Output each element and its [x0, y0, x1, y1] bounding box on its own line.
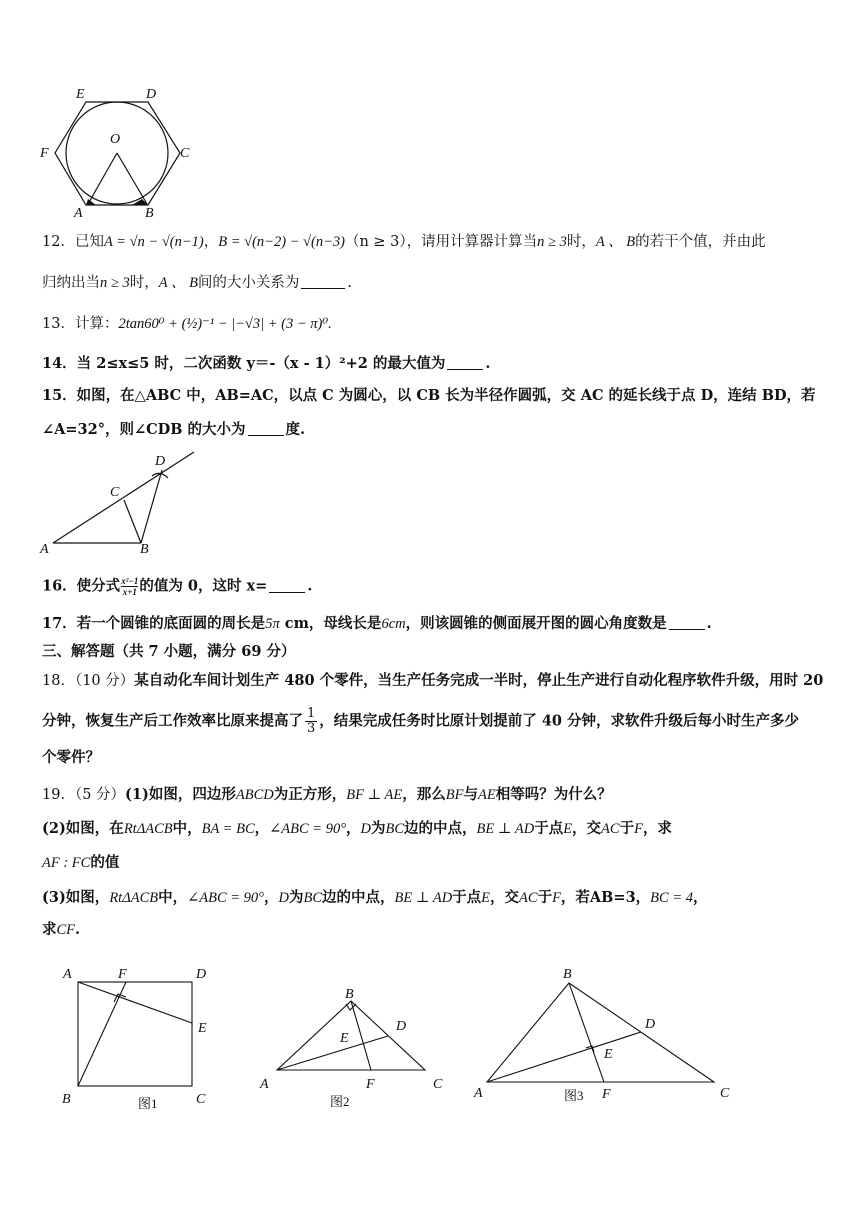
- question-13: 13．计算：2tan60⁰ + (½)⁻¹ − |−√3| + (3 − π)⁰.: [42, 316, 332, 332]
- label-D: D: [155, 454, 166, 469]
- fig1-label-D: D: [196, 967, 207, 982]
- section-heading: 三、解答题（共 7 小题，满分 69 分）: [42, 643, 296, 660]
- question-19-part3-cont: 求CF.: [42, 921, 81, 938]
- question-19-part1: 19．（5 分）(1)如图，四边形ABCD为正方形，BF ⊥ AE，那么BF与AE相等吗？为什么？: [42, 786, 612, 803]
- fig1-label-F: F: [118, 967, 127, 982]
- label-D: D: [146, 87, 157, 102]
- label-O: O: [110, 132, 121, 147]
- fig2-label-D: D: [396, 1019, 407, 1034]
- fig1-label-E: E: [198, 1021, 207, 1036]
- question-16: 16．使分式 $\frac{\text{x²−1}}{x+1}$ 的值为 0，这时 x= .: [42, 576, 313, 597]
- figure-2-triangle: [277, 1001, 425, 1070]
- question-17: 17．若一个圆锥的底面圆的周长是5π cm，母线长是6cm，则该圆锥的侧面展开图的圆心角度数是 .: [42, 615, 712, 632]
- label-A: A: [40, 542, 49, 557]
- label-B: B: [145, 206, 154, 221]
- fig2-label-B: B: [345, 987, 354, 1002]
- figure-1-square: [78, 982, 192, 1086]
- fig1-label-B: B: [62, 1092, 71, 1107]
- label-E: E: [76, 87, 85, 102]
- fig3-label-C: C: [720, 1086, 730, 1101]
- label-A: A: [74, 206, 83, 221]
- label-F: F: [40, 146, 49, 161]
- question-19-part2: (2)如图，在RtΔACB中，BA = BC，∠ABC = 90°，D为BC边的中点，BE ⊥ AD于点E，交AC于F，求: [42, 820, 672, 837]
- label-C: C: [180, 146, 190, 161]
- fig3-label-D: D: [645, 1017, 656, 1032]
- fig2-label-E: E: [340, 1031, 349, 1046]
- question-14: 14．当 2≤x≤5 时，二次函数 y＝-（x - 1）²+2 的最大值为 .: [42, 355, 491, 372]
- fig2-label-C: C: [433, 1077, 443, 1092]
- question-19-part3: (3)如图，RtΔACB中，∠ABC = 90°，D为BC边的中点，BE ⊥ AD于点E，交AC于F，若AB=3，BC = 4，: [42, 889, 708, 906]
- label-B: B: [140, 542, 149, 557]
- fig1-caption: 图1: [138, 1096, 158, 1111]
- question-18-line3: 个零件？: [42, 749, 100, 766]
- figure-3-triangle: [487, 983, 714, 1082]
- fraction: $\frac{\text{x²−1}}{x+1}$: [121, 576, 139, 597]
- fig1-label-A: A: [63, 967, 72, 982]
- question-18-line1: 18．（10 分）某自动化车间计划生产 480 个零件，当生产任务完成一半时，停止生产进行自动化程序软件升级，用时 20: [42, 672, 824, 689]
- fig1-label-C: C: [196, 1092, 206, 1107]
- fig3-label-E: E: [604, 1047, 613, 1062]
- fig3-label-B: B: [563, 967, 572, 982]
- question-12-line1: 12．已知A = √n − √(n−1)，B = √(n−2) − √(n−3)（n ≥ 3），请用计算器计算当n ≥ 3时，A 、 B的若干个值，并由此: [42, 234, 766, 250]
- question-18-line2: 分钟，恢复生产后工作效率比原来提高了 $\frac{1}{3}$ ，结果完成任务时比原计划提前了 40 分钟，求软件升级后每小时生产多少: [42, 706, 800, 736]
- question-12-line2: 归纳出当n ≥ 3时，A 、 B间的大小关系为 .: [42, 275, 353, 291]
- fig3-caption: 图3: [564, 1088, 584, 1103]
- fig3-label-F: F: [602, 1087, 611, 1102]
- fig2-label-F: F: [366, 1077, 375, 1092]
- question-19-part2-cont: AF : FC的值: [42, 854, 120, 871]
- fig2-label-A: A: [260, 1077, 269, 1092]
- fraction: $\frac{1}{3}$: [307, 706, 316, 736]
- label-C: C: [110, 485, 120, 500]
- question-15-line1: 15．如图，在△ABC 中，AB=AC，以点 C 为圆心，以 CB 长为半径作圆弧，交 AC 的延长线于点 D，连结 BD，若: [42, 387, 816, 404]
- fig3-label-A: A: [474, 1086, 483, 1101]
- question-15-line2: ∠A=32°，则∠CDB 的大小为 度.: [42, 421, 306, 438]
- fig2-caption: 图2: [330, 1094, 350, 1109]
